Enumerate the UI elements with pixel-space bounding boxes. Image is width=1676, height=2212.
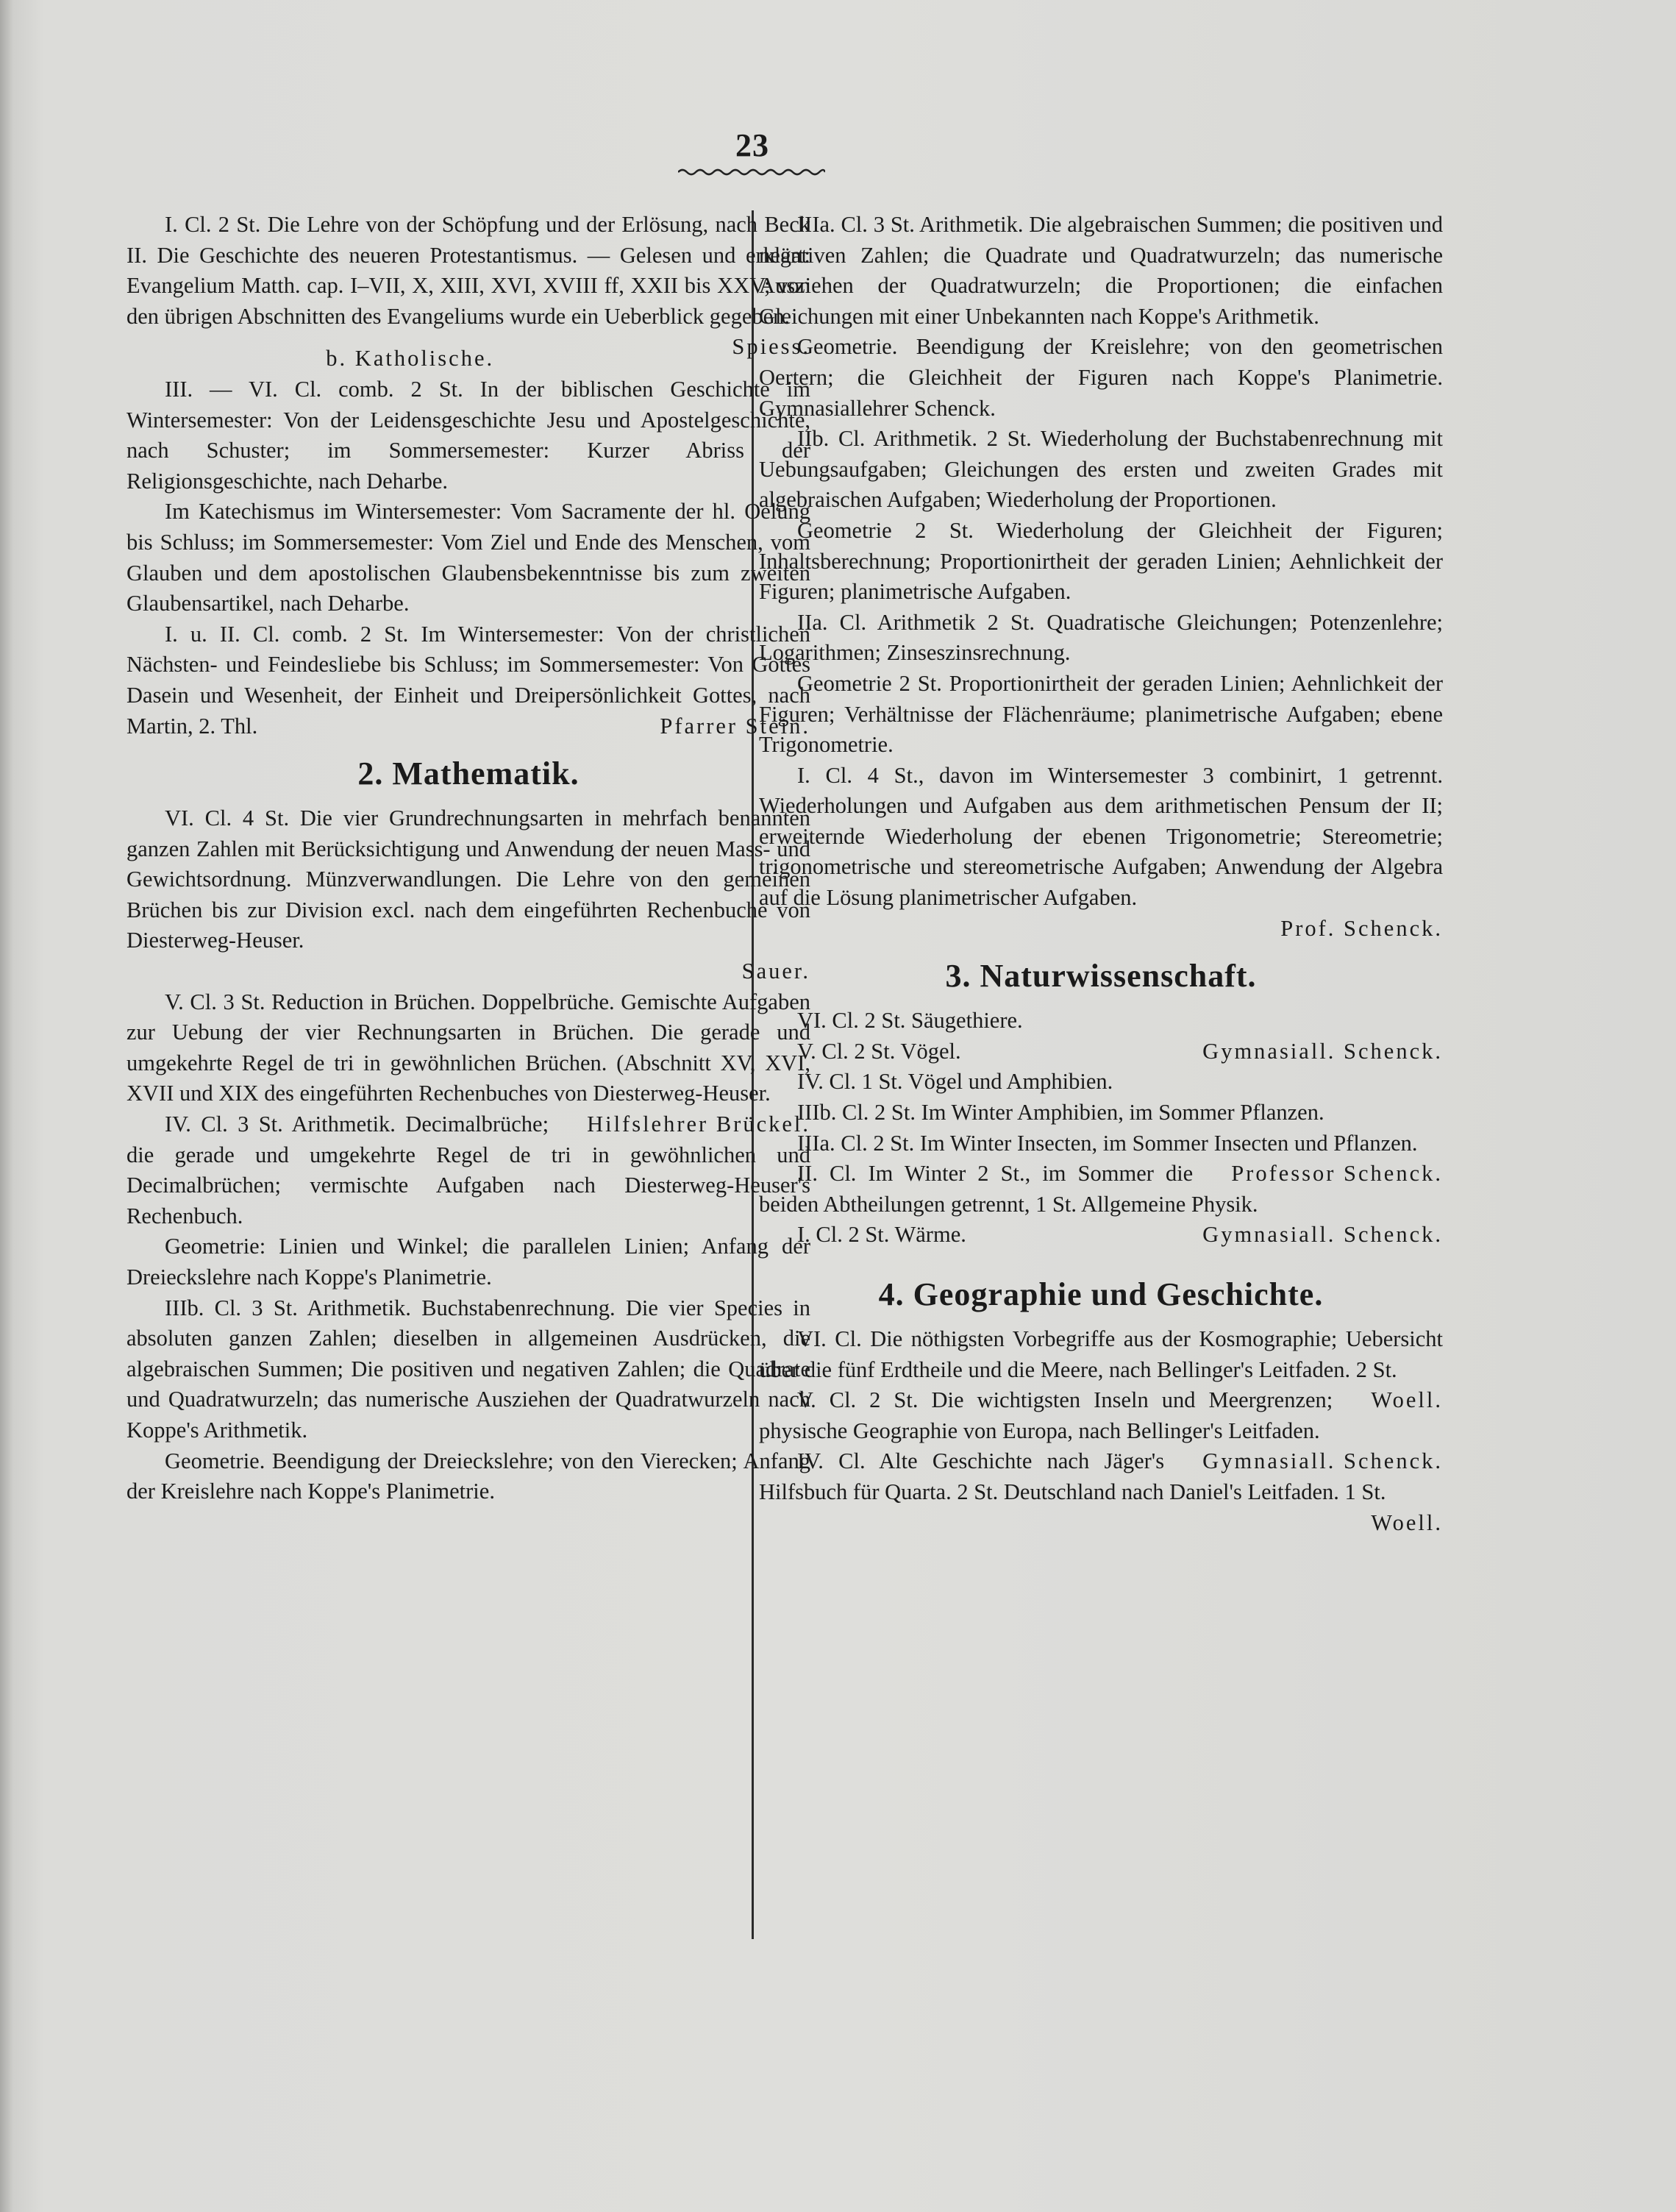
paragraph: IIa. Cl. Arithmetik 2 St. Quadratische Gleichungen; Potenzenlehre; Logarithmen; Zinseszinsrechnung.	[759, 609, 1443, 666]
spacer	[759, 1251, 1443, 1262]
section-heading: 3. Naturwissenschaft.	[945, 958, 1257, 995]
teacher-signature: Hilfslehrer Brückel.	[587, 1112, 810, 1137]
paragraph: Geometrie. Beendigung der Dreieckslehre; von den Vierecken; Anfang der Kreislehre nach Koppe's Planimetrie.	[126, 1448, 810, 1504]
paragraph: Geometrie. Beendigung der Kreislehre; von den geometrischen Oertern; die Gleichheit der Figuren nach Koppe's Planimetrie. Gymnasiallehrer Schenck.	[759, 334, 1443, 421]
list-item: IIIb. Cl. 2 St. Im Winter Amphibien, im Sommer Pflanzen.	[797, 1100, 1324, 1125]
section-heading: 4. Geographie und Geschichte.	[878, 1276, 1324, 1312]
list-item	[759, 1036, 1443, 1067]
paragraph: I. Cl. 4 St., davon im Wintersemester 3 combinirt, 1 getrennt. Wiederholungen und Aufgaben aus dem arithmetischen Pensum der II; erweiternde Wiederholung der ebenen Trigonometrie; Stereometrie; trigonometrische und stereometrische Aufgaben; Anwendung der Algebra auf die Lösung planimetrischer Aufgaben.	[759, 762, 1443, 911]
teacher-signature: Pfarrer Stein.	[660, 713, 810, 739]
teacher-signature: Gymnasiall. Schenck.	[1202, 1222, 1443, 1248]
teacher-signature: Spiess.	[732, 334, 810, 360]
section-heading: 2. Mathematik.	[357, 755, 580, 792]
paragraph: Geometrie 2 St. Wiederholung der Gleichheit der Figuren; Inhaltsberechnung; Proportionirtheit der geraden Linien; Aehnlichkeit der Figuren; planimetrische Aufgaben.	[759, 517, 1443, 605]
left-column	[126, 210, 810, 1507]
paragraph: IIb. Cl. Arithmetik. 2 St. Wiederholung der Buchstabenrechnung mit Uebungsaufgaben; Gleichungen des ersten und zweiten Grades mit algebraischen Aufgaben; Wiederholung der Proportionen.	[759, 426, 1443, 513]
paragraph: IIIa. Cl. 3 St. Arithmetik. Die algebraischen Summen; die positiven und negativen Zahlen; die Quadrate und Quadratwurzeln; das numerische Ausziehen der Quadratwurzeln; die Proportionen; die einfachen Gleichungen mit einer Unbekannten nach Koppe's Arithmetik.	[759, 212, 1443, 329]
teacher-signature: Prof. Schenck.	[1280, 915, 1443, 941]
paragraph: Im Katechismus im Wintersemester: Vom Sacramente der hl. Oelung bis Schluss; im Sommersemester: Vom Ziel und Ende des Menschen, vom Glauben und dem apostolischen Glaubensbekenntnisse bis zum zweiten Glaubensartikel, nach Deharbe.	[126, 499, 810, 616]
teacher-signature: Professor Schenck.	[1231, 1161, 1443, 1187]
paragraph: Geometrie: Linien und Winkel; die parallelen Linien; Anfang der Dreieckslehre nach Koppe's Planimetrie.	[126, 1234, 810, 1290]
paragraph	[126, 987, 810, 1137]
paragraph-text: V. Cl. 3 St. Reduction in Brüchen. Doppelbrüche. Gemischte Aufgaben zur Uebung der vier Rechnungsarten in Brüchen. Die gerade und umgekehrte Regel de tri in gewöhnlichen Brüchen. (Abschnitt XV, XVI, XVII und XIX des eingeführten Rechenbuches von Diesterweg-Heuser.	[126, 989, 810, 1106]
paragraph-text: I. Cl. 2 St. Die Lehre von der Schöpfung und der Erlösung, nach Beck II. Die Geschichte des neueren Protestantismus. — Gelesen und erklärt: Evangelium Matth. cap. I–VII, X, XIII, XVI, XVIII ff, XXII bis XXV; von den übrigen Abschnitten des Evangeliums wurde ein Ueberblick gegeben.	[126, 212, 810, 329]
paragraph: IV. Cl. 3 St. Arithmetik. Decimalbrüche; die gerade und umgekehrte Regel de tri in gewöhnlichen und Decimalbrüchen; vermischte Aufgaben nach Diesterweg-Heuser's Rechenbuch.	[126, 1112, 810, 1228]
wavy-ornament	[678, 166, 825, 178]
list-item: II. Cl. Im Winter 2 St., im Sommer die beiden Abtheilungen getrennt, 1 St. Allgemeine Physik.	[759, 1161, 1258, 1217]
paragraph-text: I. u. II. Cl. comb. 2 St. Im Wintersemester: Von der christlichen Nächsten- und Feindesliebe bis Schluss; im Sommersemester: Von Gottes Dasein und Wesenheit, der Einheit und Dreipersönlichkeit Gottes, nach Martin, 2. Thl.	[126, 621, 810, 739]
list-item: IV. Cl. 1 St. Vögel und Amphibien.	[797, 1069, 1113, 1095]
teacher-signature: Sauer.	[741, 959, 810, 984]
teacher-signature: Woell.	[1371, 1387, 1443, 1413]
list-item	[759, 1128, 1443, 1187]
paragraph: Geometrie 2 St. Proportionirtheit der geraden Linien; Aehnlichkeit der Figuren; Verhältnisse der Flächenräume; planimetrische Aufgaben; ebene Trigonometrie.	[759, 670, 1443, 758]
teacher-signature: Woell.	[1371, 1509, 1443, 1535]
page-number: 23	[735, 127, 769, 163]
paragraph-text: VI. Cl. Die nöthigsten Vorbegriffe aus der Kosmographie; Uebersicht über die fünf Erdtheile und die Meere, nach Bellinger's Leitfaden. 2 St.	[759, 1326, 1443, 1382]
list-item-text: V. Cl. 2 St. Vögel.	[797, 1038, 961, 1064]
list-item-text: IIIa. Cl. 2 St. Im Winter Insecten, im Sommer Insecten und Pflanzen.	[797, 1130, 1418, 1156]
paragraph-text: IV. Cl. Alte Geschichte nach Jäger's Hilfsbuch für Quarta. 2 St. Deutschland nach Daniel's Leitfaden. 1 St.	[759, 1448, 1386, 1504]
list-item-text: I. Cl. 2 St. Wärme.	[797, 1222, 966, 1248]
right-column	[759, 210, 1443, 1538]
paragraph: VI. Cl. 4 St. Die vier Grundrechnungsarten in mehrfach benannten ganzen Zahlen mit Berücksichtigung und Anwendung der neuen Mass- und Gewichtsordnung. Münzverwandlungen. Die Lehre von den gemeinen Brüchen bis zur Division excl. nach dem eingeführten Rechenbuche von Diesterweg-Heuser.	[126, 806, 810, 953]
list-item	[759, 1220, 1443, 1251]
paragraph	[759, 1324, 1443, 1413]
list-item: VI. Cl. 2 St. Säugethiere.	[797, 1008, 1023, 1034]
paragraph: III. — VI. Cl. comb. 2 St. In der biblischen Geschichte im Wintersemester: Von der Leidensgeschichte Jesu und Apostelgeschichte, nach Schuster; im Sommersemester: Kurzer Abriss der Religionsgeschichte, nach Deharbe.	[126, 376, 810, 494]
paragraph	[126, 619, 810, 742]
paragraph-text: V. Cl. 2 St. Die wichtigsten Inseln und Meergrenzen; physische Geographie von Europa, nach Bellinger's Leitfaden.	[759, 1387, 1333, 1443]
paragraph: IIIb. Cl. 3 St. Arithmetik. Buchstabenrechnung. Die vier Species in absoluten ganzen Zahlen; dieselben in allgemeinen Ausdrücken, die algebraischen Summen; Die positiven und negativen Zahlen; die Quadrate und Quadratwurzeln; das numerische Ausziehen der Quadratwurzeln nach Koppe's Arithmetik.	[126, 1295, 810, 1443]
teacher-signature: Gymnasiall. Schenck.	[1202, 1038, 1443, 1064]
subsection-heading: b. Katholische.	[326, 346, 495, 371]
teacher-signature: Gymnasiall. Schenck.	[1202, 1448, 1443, 1474]
